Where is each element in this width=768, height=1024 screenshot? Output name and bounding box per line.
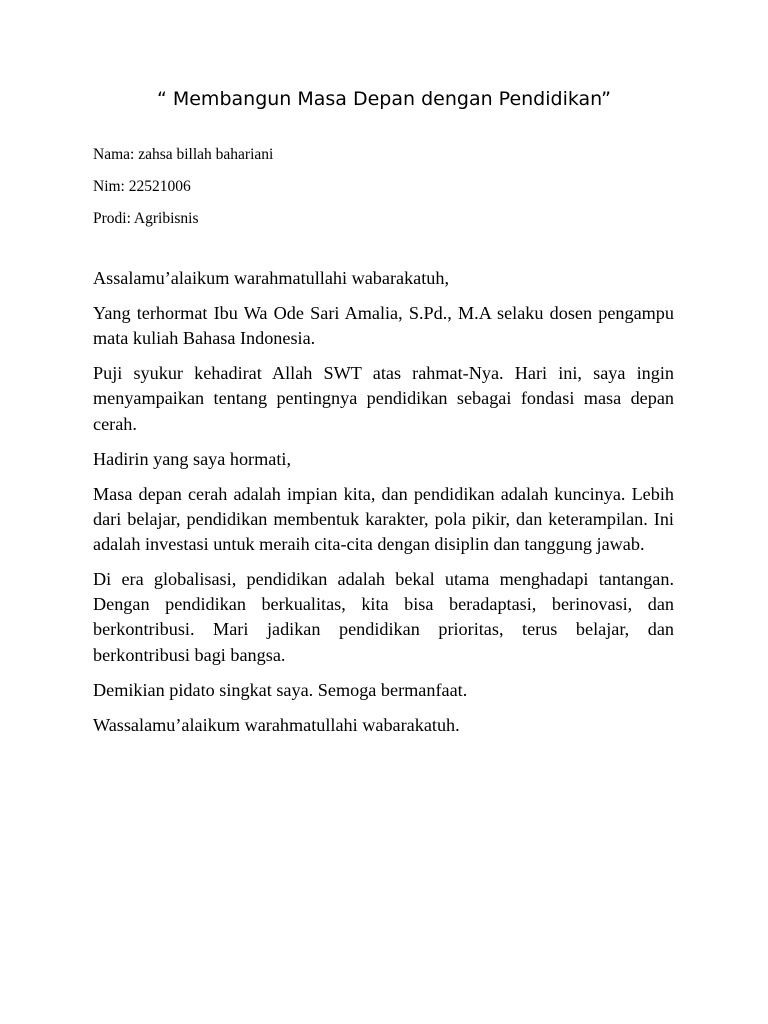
document-title: “ Membangun Masa Depan dengan Pendidikan”: [156, 88, 612, 110]
paragraph-greeting: Assalamu’alaikum warahmatullahi wabarakatuh,: [93, 268, 450, 288]
speech-body: [93, 266, 674, 748]
paragraph-farewell: Wassalamu’alaikum warahmatullahi wabarakatuh.: [93, 714, 460, 735]
student-name: Nama: zahsa billah bahariani: [93, 146, 274, 163]
paragraph-audience: Hadirin yang saya hormati,: [93, 448, 291, 469]
paragraph-globalization: Di era globalisasi, pendidikan adalah bekal utama menghadapi tantangan. Dengan pendidikan berkualitas, kita bisa beradaptasi, berinovasi, dan berkontribusi. Mari jadikan pendidikan prioritas, terus belajar, dan berkontribusi bagi bangsa.: [93, 569, 674, 665]
student-nim: Nim: 22521006: [93, 178, 191, 195]
paragraph-opening: Puji syukur kehadirat Allah SWT atas rahmat-Nya. Hari ini, saya ingin menyampaikan tentang pentingnya pendidikan sebagai fondasi masa depan cerah.: [93, 363, 674, 434]
paragraph-closing: Demikian pidato singkat saya. Semoga bermanfaat.: [93, 679, 468, 700]
paragraph-address: Yang terhormat Ibu Wa Ode Sari Amalia, S.Pd., M.A selaku dosen pengampu mata kuliah Bahasa Indonesia.: [93, 303, 674, 349]
student-prodi: Prodi: Agribisnis: [93, 210, 199, 227]
paragraph-future: Masa depan cerah adalah impian kita, dan pendidikan adalah kuncinya. Lebih dari belajar, pendidikan membentuk karakter, pola pikir, dan keterampilan. Ini adalah investasi untuk meraih cita-cita dengan disiplin dan tanggung jawab.: [93, 483, 674, 555]
